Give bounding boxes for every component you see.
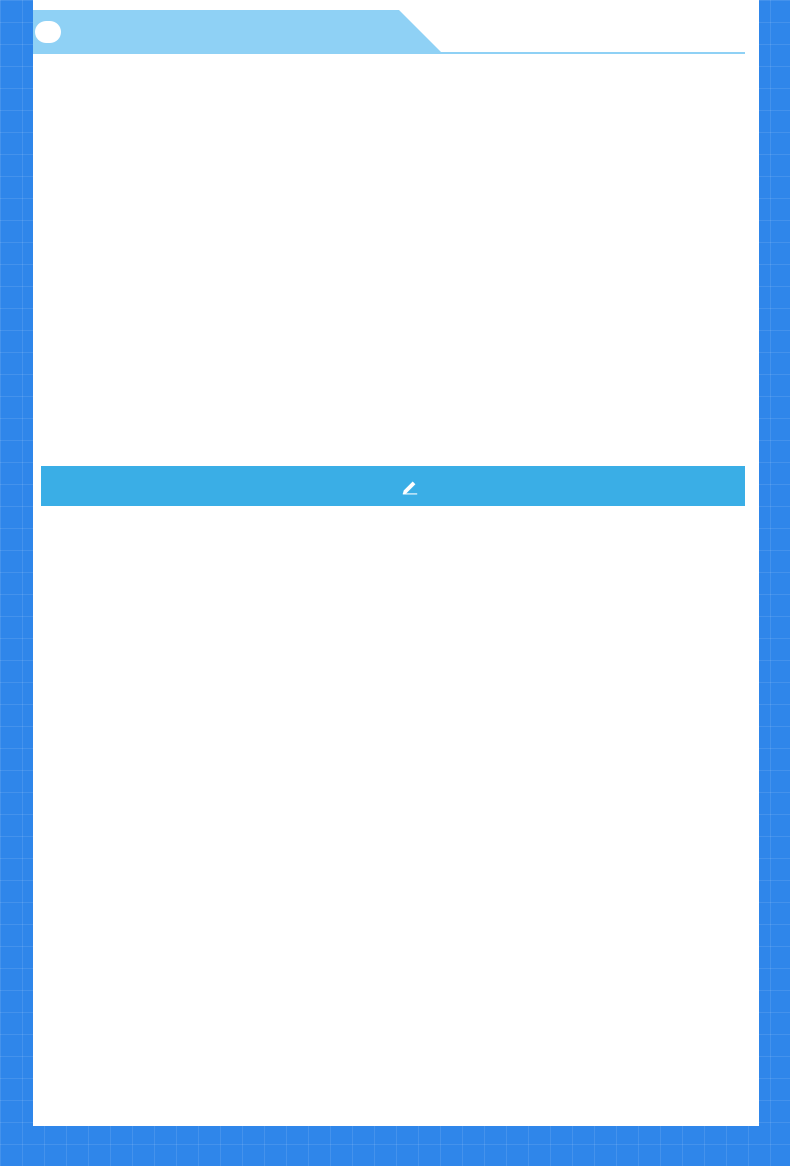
page-number xyxy=(35,21,61,43)
header-rule xyxy=(33,52,745,54)
page-header xyxy=(33,10,745,54)
pencil-icon xyxy=(401,477,419,495)
worksheet-page xyxy=(33,0,759,1126)
header-tab xyxy=(33,10,443,54)
section-banner xyxy=(41,466,745,506)
